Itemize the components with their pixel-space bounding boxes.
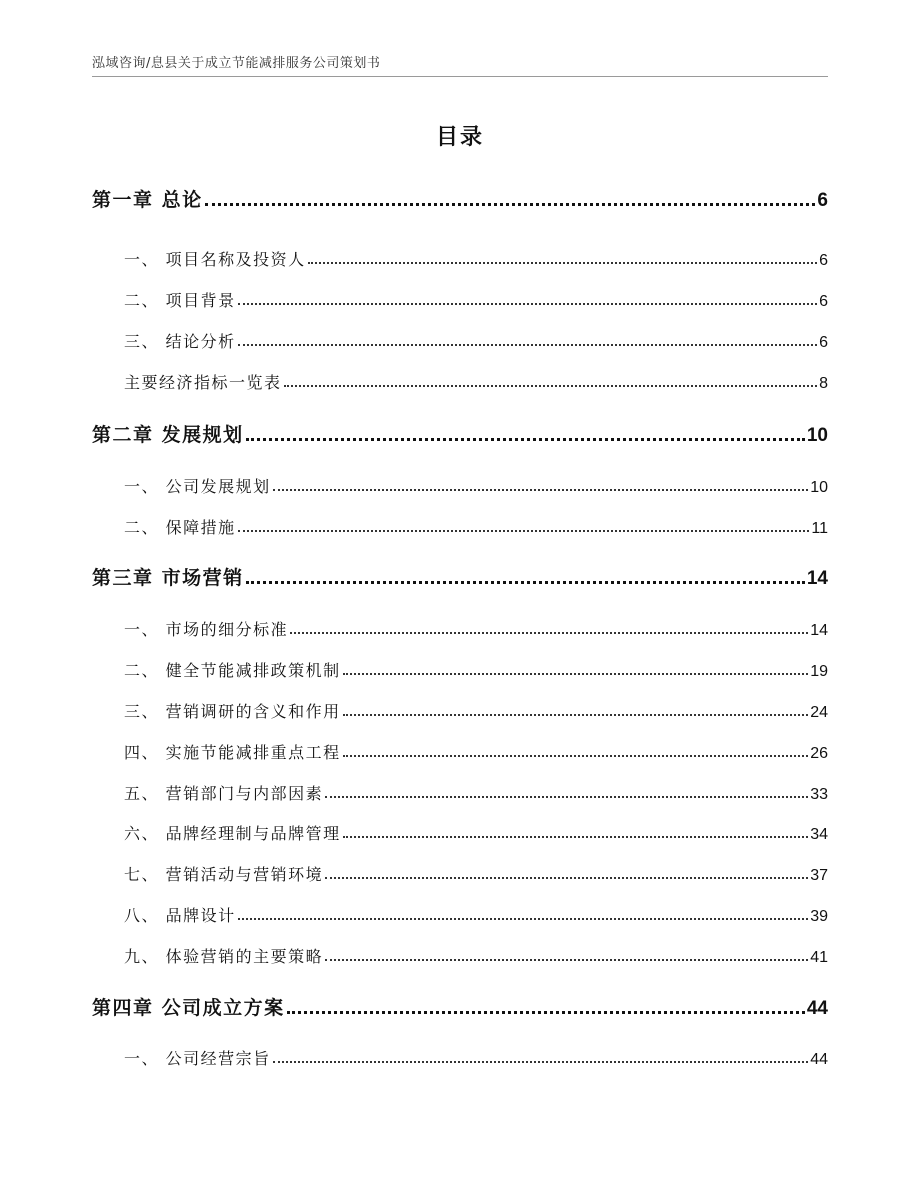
toc-entry-chapter-2[interactable] [92, 419, 828, 447]
toc-entry[interactable] [92, 780, 828, 804]
toc-entry-page: 26 [810, 745, 828, 762]
toc-entry[interactable] [92, 514, 828, 538]
dot-leader [205, 203, 816, 206]
dot-leader [343, 755, 809, 757]
toc-entry-label: 七、 营销活动与营销环境 [124, 865, 324, 884]
toc-entry-page: 44 [806, 998, 828, 1019]
toc-entry[interactable] [92, 739, 828, 763]
toc-entry-page: 39 [810, 908, 828, 925]
toc-entry[interactable] [92, 861, 828, 885]
toc-title: 目录 [435, 125, 484, 150]
toc-entry-label: 九、 体验营销的主要策略 [124, 947, 324, 966]
toc-entry-label: 一、 项目名称及投资人 [124, 250, 306, 269]
toc-entry-label: 三、 营销调研的含义和作用 [124, 702, 341, 721]
toc-entry-page: 19 [810, 663, 828, 680]
toc-entry-label: 二、 保障措施 [124, 518, 236, 537]
toc-entry-page: 14 [806, 568, 828, 589]
toc-entry-page: 33 [810, 786, 828, 803]
toc-entry[interactable] [92, 657, 828, 681]
toc-entry-page: 44 [810, 1051, 828, 1068]
header-rule [92, 76, 828, 77]
dot-leader [238, 918, 809, 920]
toc-entry-page: 10 [810, 479, 828, 496]
dot-leader [287, 1011, 805, 1014]
toc-entry-label: 一、 市场的细分标准 [124, 620, 289, 639]
toc-entry-page: 10 [806, 425, 828, 446]
dot-leader [325, 796, 808, 798]
dot-leader [290, 632, 808, 634]
toc-entry[interactable] [92, 820, 828, 844]
toc-entry-chapter-1[interactable] [92, 184, 828, 212]
toc-entry-label: 六、 品牌经理制与品牌管理 [124, 824, 341, 843]
toc-entry[interactable] [92, 246, 828, 270]
dot-leader [343, 836, 809, 838]
toc-entry[interactable] [92, 287, 828, 311]
dot-leader [325, 877, 808, 879]
toc-entry[interactable] [92, 1045, 828, 1069]
toc-entry-page: 24 [810, 704, 828, 721]
toc-entry[interactable] [92, 616, 828, 640]
toc-entry[interactable] [92, 328, 828, 352]
toc-entry[interactable] [92, 698, 828, 722]
toc-entry-page: 34 [810, 826, 828, 843]
toc-entry-label: 三、 结论分析 [124, 332, 236, 351]
toc-entry-page: 41 [810, 949, 828, 966]
toc-entry[interactable] [92, 369, 828, 393]
toc-entry-label: 第四章 公司成立方案 [92, 997, 285, 1019]
toc-entry-page: 6 [819, 293, 828, 310]
toc-entry-label: 一、 公司经营宗旨 [124, 1049, 271, 1068]
toc-entry-page: 14 [810, 622, 828, 639]
toc-entry-page: 6 [819, 252, 828, 269]
toc-entry-page: 37 [810, 867, 828, 884]
dot-leader [325, 959, 808, 961]
toc-entry-label: 一、 公司发展规划 [124, 477, 271, 496]
dot-leader [284, 385, 818, 387]
toc-entry[interactable] [92, 943, 828, 967]
toc-entry[interactable] [92, 473, 828, 497]
toc-entry-page: 11 [811, 520, 828, 537]
dot-leader [246, 438, 805, 441]
dot-leader [238, 344, 818, 346]
dot-leader [238, 530, 810, 532]
toc-entry-page: 6 [819, 334, 828, 351]
toc-entry-chapter-3[interactable] [92, 562, 828, 590]
dot-leader [273, 489, 809, 491]
dot-leader [238, 303, 818, 305]
toc-entry-label: 四、 实施节能减排重点工程 [124, 743, 341, 762]
dot-leader [273, 1061, 809, 1063]
toc-entry[interactable] [92, 902, 828, 926]
running-header: 泓域咨询/息县关于成立节能减排服务公司策划书 [92, 56, 381, 71]
toc-entry-page: 6 [817, 190, 828, 211]
toc-entry-label: 第三章 市场营销 [92, 567, 244, 589]
toc-entry-label: 八、 品牌设计 [124, 906, 236, 925]
toc-entry-label: 主要经济指标一览表 [124, 373, 282, 392]
toc-entry-label: 第二章 发展规划 [92, 424, 244, 446]
toc-entry-label: 第一章 总论 [92, 189, 203, 211]
dot-leader [343, 714, 809, 716]
dot-leader [343, 673, 809, 675]
toc-entry-label: 二、 健全节能减排政策机制 [124, 661, 341, 680]
toc-entry-label: 二、 项目背景 [124, 291, 236, 310]
toc-entry-label: 五、 营销部门与内部因素 [124, 784, 324, 803]
dot-leader [246, 581, 805, 584]
toc-entry-chapter-4[interactable] [92, 992, 828, 1020]
toc-entry-page: 8 [819, 375, 828, 392]
dot-leader [308, 262, 818, 264]
